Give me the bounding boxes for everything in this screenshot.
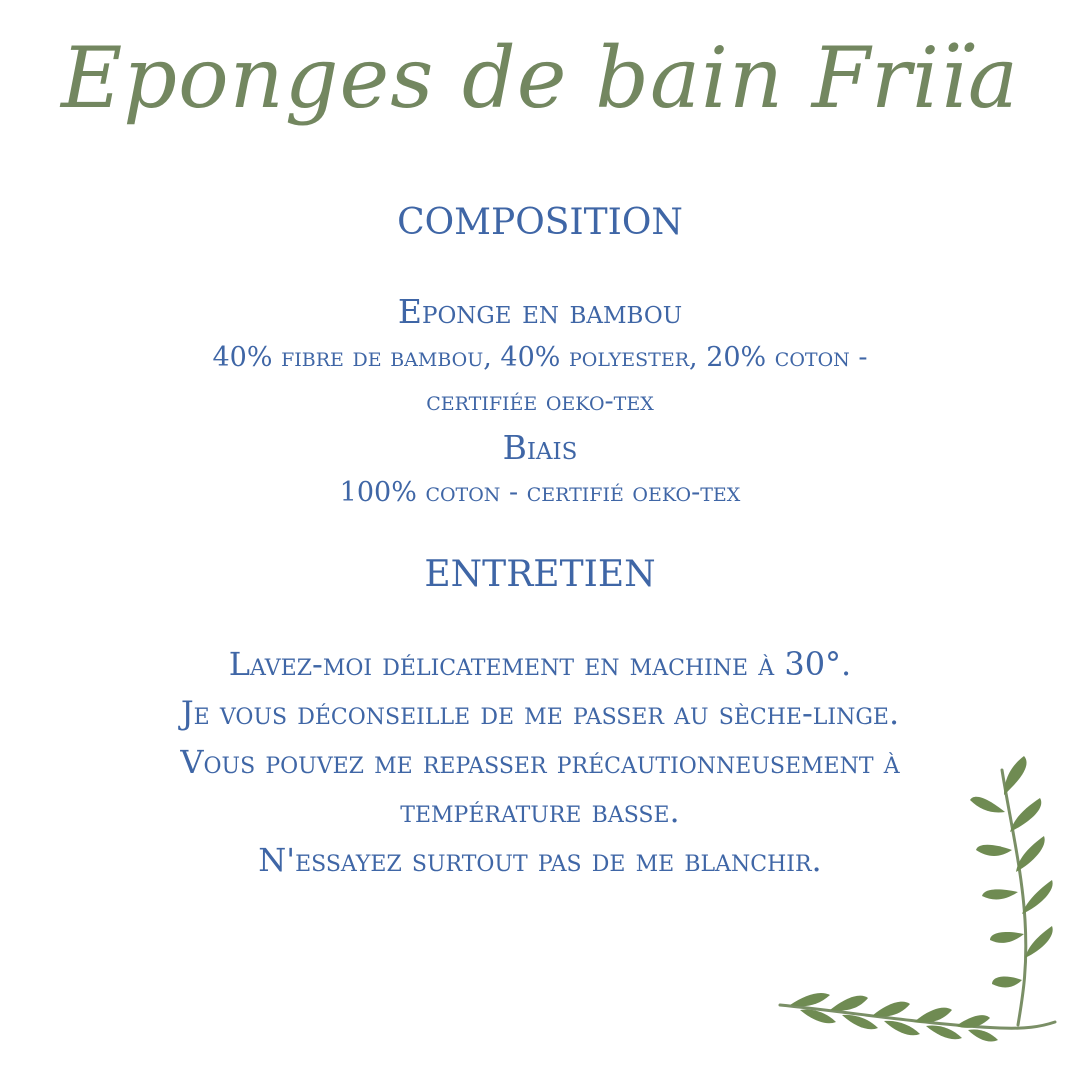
leaf (982, 889, 1018, 899)
leaf (992, 977, 1022, 988)
leaf (800, 1010, 836, 1024)
entretien-line: Je vous déconseille de me passer au sèche-linge. (180, 694, 900, 732)
leaf (872, 1002, 910, 1017)
entretien-heading: ENTRETIEN (424, 554, 656, 595)
leaf (830, 996, 868, 1011)
branch-stem (780, 1005, 1055, 1028)
leaf (968, 1029, 998, 1041)
leaf (990, 932, 1024, 943)
entretien-line: température basse. (400, 792, 680, 830)
entretien-line: Lavez-moi délicatement en machine à 30°. (228, 645, 852, 683)
leaf (956, 1015, 990, 1028)
composition-item-detail: certifiée oeko-tex (426, 386, 654, 417)
leaf (926, 1026, 962, 1040)
entretien-line: N'essayez surtout pas de me blanchir. (258, 841, 822, 879)
composition-item-detail: 40% fibre de bambou, 40% polyester, 20% coton - (212, 342, 868, 373)
composition-heading: COMPOSITION (397, 202, 683, 243)
leaf (1022, 880, 1053, 914)
leaf (1025, 926, 1053, 958)
entretien-line: Vous pouvez me repasser précautionneusement à (180, 743, 900, 781)
leaf (790, 993, 830, 1006)
leaf (884, 1021, 920, 1035)
composition-item-name: Biais (502, 428, 578, 467)
page-title: Eponges de bain Friïa (60, 29, 1019, 127)
composition-item-detail: 100% coton - certifié oeko-tex (339, 477, 741, 508)
leaf (842, 1015, 878, 1029)
leaf (914, 1008, 952, 1023)
composition-item-name: Eponge en bambou (397, 292, 683, 331)
